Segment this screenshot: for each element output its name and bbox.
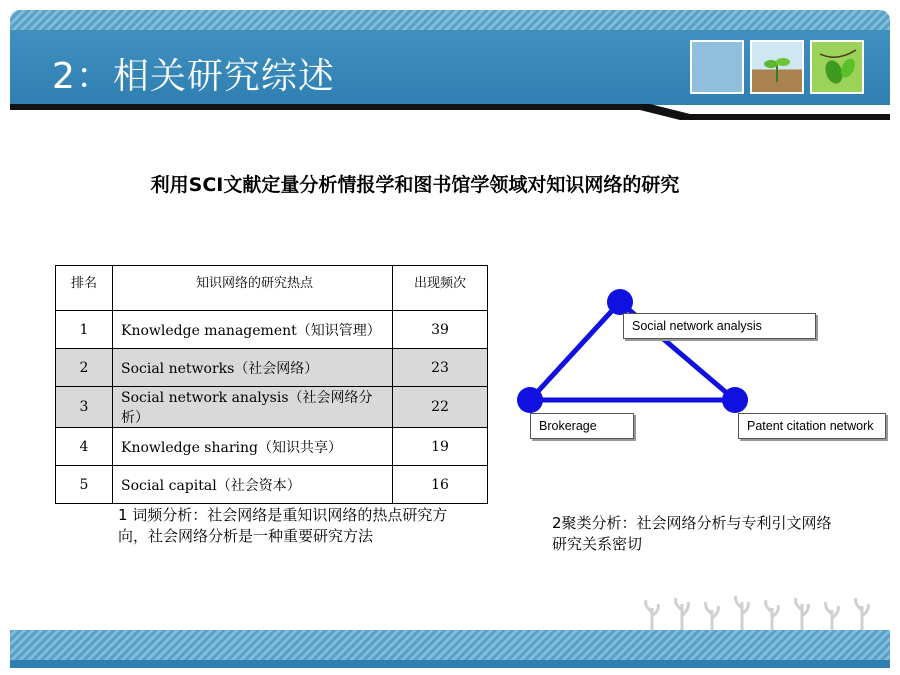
- seedling-icon: [752, 42, 802, 92]
- cell-count: 19: [393, 428, 488, 466]
- title-underline: [10, 104, 890, 120]
- cell-count: 39: [393, 311, 488, 349]
- table-row: [56, 466, 488, 504]
- slide-title: 2：相关研究综述: [52, 56, 335, 97]
- decor-thumbnail-seedling: [750, 40, 804, 94]
- edge-sna-brokerage: [530, 302, 620, 400]
- hotspot-table: [55, 265, 488, 504]
- header-topic: 知识网络的研究热点: [113, 266, 393, 311]
- cell-rank: 3: [56, 387, 113, 428]
- cell-rank: 2: [56, 349, 113, 387]
- footer-stripe: [10, 630, 890, 660]
- node-brokerage: [517, 387, 543, 413]
- node-label-patent: Patent citation network: [738, 413, 886, 439]
- leaves-icon: [812, 42, 862, 92]
- cell-count: 16: [393, 466, 488, 504]
- table-row: [56, 428, 488, 466]
- sprouts-decoration: [640, 590, 890, 630]
- slide-subtitle: 利用SCI文献定量分析情报学和图书馆学领域对知识网络的研究: [150, 174, 680, 196]
- footer-bar: [10, 660, 890, 668]
- node-label-brokerage: Brokerage: [530, 413, 634, 439]
- node-patent: [722, 387, 748, 413]
- header-stripe: [10, 10, 890, 30]
- cell-topic: Knowledge sharing（知识共享）: [113, 428, 393, 466]
- cell-topic: Social network analysis（社会网络分析）: [113, 387, 393, 428]
- node-sna: [607, 289, 633, 315]
- cell-topic: Knowledge management（知识管理）: [113, 311, 393, 349]
- cell-rank: 5: [56, 466, 113, 504]
- decor-thumbnail-leaves: [810, 40, 864, 94]
- header-rank: 排名: [56, 266, 113, 311]
- cell-count: 23: [393, 349, 488, 387]
- node-label-sna: Social network analysis: [623, 313, 816, 339]
- table-row: [56, 311, 488, 349]
- table-row: [56, 387, 488, 428]
- cell-rank: 1: [56, 311, 113, 349]
- cell-topic: Social capital（社会资本）: [113, 466, 393, 504]
- network-diagram: [510, 280, 895, 445]
- header-count: 出现频次: [393, 266, 488, 311]
- word-frequency-note: 1 词频分析：社会网络是重知识网络的热点研究方向，社会网络分析是一种重要研究方法: [118, 506, 448, 545]
- cell-count: 22: [393, 387, 488, 428]
- cell-rank: 4: [56, 428, 113, 466]
- table-row: [56, 349, 488, 387]
- table-header-row: [56, 266, 488, 311]
- cell-topic: Social networks（社会网络）: [113, 349, 393, 387]
- decor-thumbnail-blue: [690, 40, 744, 94]
- cluster-analysis-note: 2聚类分析：社会网络分析与专利引文网络研究关系密切: [552, 514, 832, 553]
